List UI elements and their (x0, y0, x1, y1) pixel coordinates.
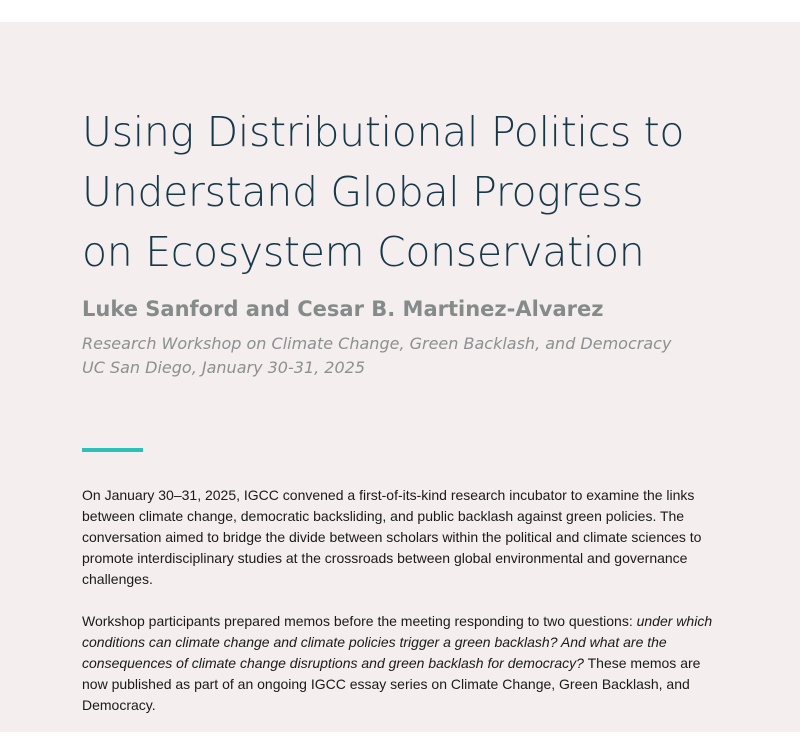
event-name: Research Workshop on Climate Change, Green Backlash, and Democracy (82, 334, 672, 353)
title-line: Understand Global Progress (82, 168, 644, 216)
questions-paragraph (82, 611, 722, 716)
event-location-date: UC San Diego, January 30-31, 2025 (82, 358, 366, 377)
questions-outro: These memos are now published as part of an ongoing IGCC essay series on Climate Change, Green Backlash, and Democracy. (82, 655, 701, 713)
event-info (82, 332, 671, 380)
document-title (82, 102, 762, 282)
authors: Luke Sanford and Cesar B. Martinez-Alvarez (82, 297, 604, 321)
questions-intro: Workshop participants prepared memos before the meeting responding to two questions: (82, 613, 637, 629)
title-line: on Ecosystem Conservation (82, 228, 645, 276)
accent-divider (82, 448, 143, 452)
title-line: Using Distributional Politics to (82, 108, 685, 156)
intro-paragraph: On January 30–31, 2025, IGCC convened a first-of-its-kind research incubator to examine the links between climate change, democratic backsliding, and public backlash against green policies. The conversation aimed to bridge the divide between scholars within the political and climate sciences to promote interdisciplinary studies at the crossroads between global environmental and governance challenges. (82, 487, 702, 587)
document-page (0, 22, 800, 732)
body-text (82, 485, 722, 737)
workshop-questions: under which conditions can climate change and climate policies trigger a green backlash? And what are the consequences of climate change disruptions and green backlash for democracy? (82, 613, 713, 671)
